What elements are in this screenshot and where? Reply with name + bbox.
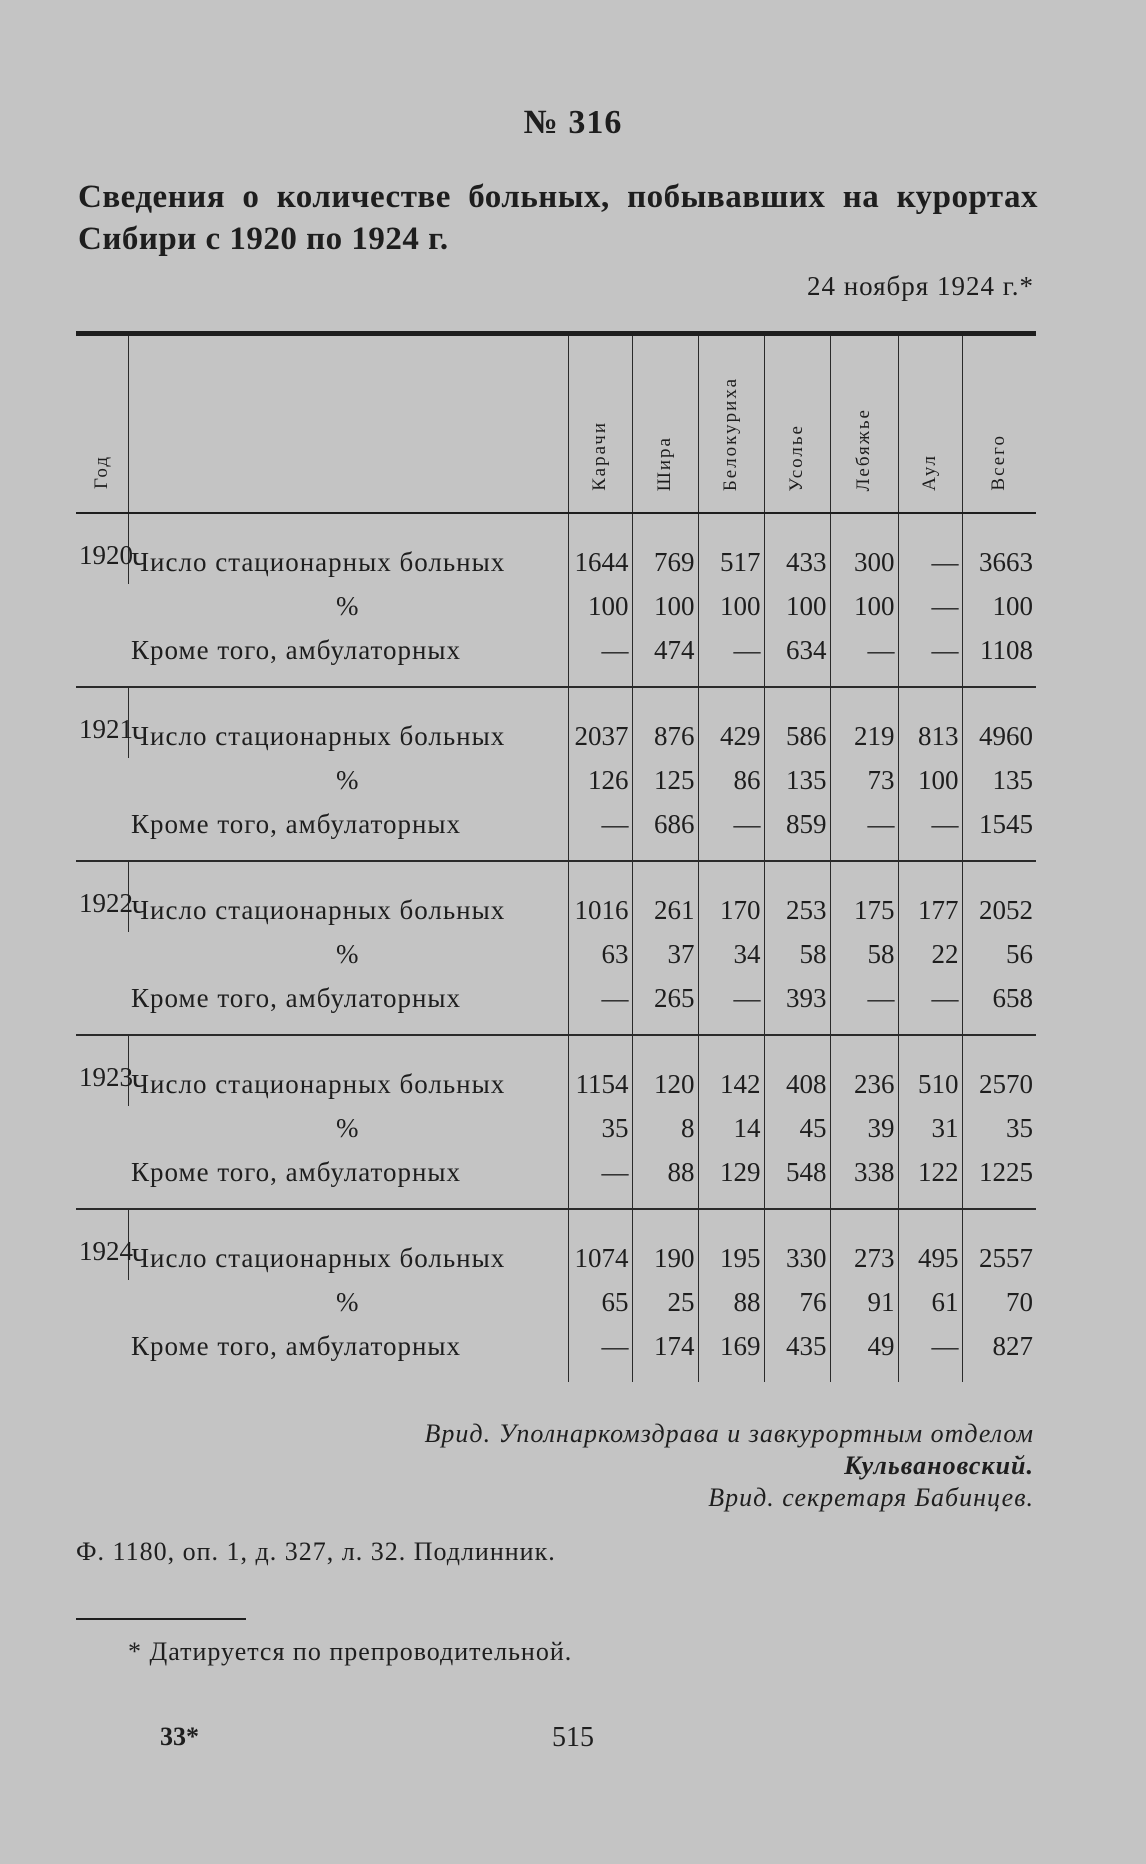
header-aul: Аул — [898, 334, 962, 514]
value-cell: 8 — [632, 1106, 698, 1150]
value-cell: 195 — [698, 1209, 764, 1280]
table-row — [76, 1035, 1036, 1106]
table-row — [76, 758, 1036, 802]
value-cell: 408 — [764, 1035, 830, 1106]
row-label: Кроме того, амбулаторных — [131, 634, 462, 665]
value-cell: 135 — [764, 758, 830, 802]
value-cell: 2052 — [962, 861, 1036, 932]
value-cell: 273 — [830, 1209, 898, 1280]
value-cell: 91 — [830, 1280, 898, 1324]
value-cell: 34 — [698, 932, 764, 976]
table-row — [76, 513, 1036, 584]
value-cell: 1108 — [962, 628, 1036, 687]
value-cell: 3663 — [962, 513, 1036, 584]
value-cell: 2557 — [962, 1209, 1036, 1280]
value-cell: 86 — [698, 758, 764, 802]
sheet-signature: 33* — [160, 1722, 199, 1751]
value-cell: 100 — [568, 584, 632, 628]
value-cell: 827 — [962, 1324, 1036, 1382]
value-cell: 125 — [632, 758, 698, 802]
row-label: % — [336, 764, 360, 795]
value-cell: — — [898, 513, 962, 584]
table-row — [76, 687, 1036, 758]
row-label: Кроме того, амбулаторных — [131, 982, 462, 1013]
value-cell: 177 — [898, 861, 962, 932]
patients-table-container — [76, 331, 1036, 1382]
value-cell: 634 — [764, 628, 830, 687]
row-label: % — [336, 1286, 360, 1317]
value-cell: — — [898, 628, 962, 687]
value-cell: 876 — [632, 687, 698, 758]
value-cell: 100 — [764, 584, 830, 628]
table-row — [76, 932, 1036, 976]
year-cell: 1924 — [76, 1209, 128, 1382]
table-row — [76, 1209, 1036, 1280]
value-cell: 14 — [698, 1106, 764, 1150]
row-label: Число стационарных больных — [128, 1035, 568, 1106]
value-cell: — — [568, 628, 632, 687]
row-label: Кроме того, амбулаторных — [131, 808, 462, 839]
value-cell: 100 — [698, 584, 764, 628]
year-group — [76, 1209, 1036, 1382]
value-cell: 129 — [698, 1150, 764, 1209]
year-group — [76, 687, 1036, 861]
value-cell: 2570 — [962, 1035, 1036, 1106]
value-cell: 1225 — [962, 1150, 1036, 1209]
year-group — [76, 513, 1036, 687]
value-cell: 190 — [632, 1209, 698, 1280]
value-cell: 88 — [632, 1150, 698, 1209]
value-cell: 100 — [898, 758, 962, 802]
value-cell: 169 — [698, 1324, 764, 1382]
value-cell: 126 — [568, 758, 632, 802]
year-group — [76, 1035, 1036, 1209]
value-cell: 135 — [962, 758, 1036, 802]
value-cell: 859 — [764, 802, 830, 861]
value-cell: 338 — [830, 1150, 898, 1209]
value-cell: 58 — [830, 932, 898, 976]
value-cell: 25 — [632, 1280, 698, 1324]
value-cell: 37 — [632, 932, 698, 976]
footnote-divider — [76, 1618, 246, 1620]
value-cell: — — [830, 628, 898, 687]
value-cell: 39 — [830, 1106, 898, 1150]
value-cell: 813 — [898, 687, 962, 758]
value-cell: 70 — [962, 1280, 1036, 1324]
value-cell: 35 — [568, 1106, 632, 1150]
signature-line-1: Врид. Уполнаркомздрава и завкурортным отделом — [424, 1419, 1034, 1448]
value-cell: 1016 — [568, 861, 632, 932]
value-cell: — — [698, 976, 764, 1035]
header-lebyazhye: Лебяжье — [830, 334, 898, 514]
value-cell: 142 — [698, 1035, 764, 1106]
value-cell: — — [898, 802, 962, 861]
row-label: Число стационарных больных — [128, 513, 568, 584]
value-cell: 49 — [830, 1324, 898, 1382]
year-cell: 1923 — [76, 1035, 128, 1209]
value-cell: 435 — [764, 1324, 830, 1382]
row-label: Кроме того, амбулаторных — [131, 1156, 462, 1187]
table-row — [76, 1106, 1036, 1150]
value-cell: 236 — [830, 1035, 898, 1106]
row-label: % — [336, 1112, 360, 1143]
signatures-block — [425, 1418, 1034, 1514]
header-total: Всего — [962, 334, 1036, 514]
header-belokurikha: Белокуриха — [698, 334, 764, 514]
value-cell: 1644 — [568, 513, 632, 584]
value-cell: 100 — [632, 584, 698, 628]
table-row — [76, 1324, 1036, 1382]
header-karachi: Карачи — [568, 334, 632, 514]
table-row — [76, 628, 1036, 687]
row-label: Число стационарных больных — [128, 687, 568, 758]
header-indicator — [128, 334, 568, 514]
value-cell: 300 — [830, 513, 898, 584]
table-row — [76, 802, 1036, 861]
row-label: % — [336, 590, 360, 621]
value-cell: 2037 — [568, 687, 632, 758]
value-cell: 45 — [764, 1106, 830, 1150]
value-cell: — — [568, 802, 632, 861]
value-cell: 433 — [764, 513, 830, 584]
value-cell: 586 — [764, 687, 830, 758]
value-cell: 474 — [632, 628, 698, 687]
value-cell: 73 — [830, 758, 898, 802]
row-label: Число стационарных больных — [128, 1209, 568, 1280]
document-title: Сведения о количестве больных, побывавших на курортах Сибири с 1920 по 1924 г. — [78, 179, 1038, 257]
document-number: № 316 — [523, 104, 623, 141]
value-cell: 175 — [830, 861, 898, 932]
table-row — [76, 1150, 1036, 1209]
table-row — [76, 861, 1036, 932]
year-group — [76, 861, 1036, 1035]
row-label: Число стационарных больных — [128, 861, 568, 932]
value-cell: 65 — [568, 1280, 632, 1324]
archive-reference: Ф. 1180, оп. 1, д. 327, л. 32. Подлинник. — [76, 1537, 556, 1566]
value-cell: 76 — [764, 1280, 830, 1324]
value-cell: 548 — [764, 1150, 830, 1209]
value-cell: 61 — [898, 1280, 962, 1324]
value-cell: 495 — [898, 1209, 962, 1280]
page-number: 515 — [552, 1722, 594, 1753]
value-cell: — — [698, 628, 764, 687]
value-cell: 510 — [898, 1035, 962, 1106]
value-cell: 686 — [632, 802, 698, 861]
value-cell: 253 — [764, 861, 830, 932]
value-cell: 658 — [962, 976, 1036, 1035]
value-cell: 1074 — [568, 1209, 632, 1280]
value-cell: — — [830, 802, 898, 861]
value-cell: 219 — [830, 687, 898, 758]
value-cell: — — [698, 802, 764, 861]
table-row — [76, 584, 1036, 628]
value-cell: 330 — [764, 1209, 830, 1280]
header-shira: Шира — [632, 334, 698, 514]
value-cell: 769 — [632, 513, 698, 584]
value-cell: — — [898, 976, 962, 1035]
value-cell: — — [898, 1324, 962, 1382]
value-cell: 261 — [632, 861, 698, 932]
table-header-row — [76, 334, 1036, 514]
value-cell: 100 — [830, 584, 898, 628]
value-cell: 120 — [632, 1035, 698, 1106]
value-cell: 35 — [962, 1106, 1036, 1150]
value-cell: 58 — [764, 932, 830, 976]
header-usolye: Усолье — [764, 334, 830, 514]
signature-line-2: Врид. секретаря Бабинцев. — [708, 1483, 1034, 1512]
document-date: 24 ноября 1924 г.* — [806, 271, 1034, 301]
header-year: Год — [76, 334, 128, 514]
value-cell: 4960 — [962, 687, 1036, 758]
year-cell: 1922 — [76, 861, 128, 1035]
value-cell: 265 — [632, 976, 698, 1035]
row-label: Кроме того, амбулаторных — [131, 1330, 462, 1361]
year-cell: 1920 — [79, 540, 133, 570]
footnote: * Датируется по препроводительной. — [128, 1637, 573, 1666]
value-cell: — — [568, 976, 632, 1035]
value-cell: 56 — [962, 932, 1036, 976]
value-cell: 63 — [568, 932, 632, 976]
value-cell: 517 — [698, 513, 764, 584]
value-cell: 31 — [898, 1106, 962, 1150]
value-cell: — — [830, 976, 898, 1035]
patients-table — [76, 331, 1036, 1382]
value-cell: 1545 — [962, 802, 1036, 861]
value-cell: 88 — [698, 1280, 764, 1324]
value-cell: 100 — [962, 584, 1036, 628]
row-label: % — [336, 938, 360, 969]
value-cell: 1154 — [568, 1035, 632, 1106]
value-cell: 174 — [632, 1324, 698, 1382]
table-row — [76, 1280, 1036, 1324]
value-cell: — — [898, 584, 962, 628]
year-cell: 1921 — [76, 687, 128, 861]
value-cell: 122 — [898, 1150, 962, 1209]
value-cell: — — [568, 1324, 632, 1382]
signature-name-1: Кульвановский. — [844, 1451, 1034, 1480]
value-cell: 170 — [698, 861, 764, 932]
table-row — [76, 976, 1036, 1035]
value-cell: 393 — [764, 976, 830, 1035]
value-cell: 429 — [698, 687, 764, 758]
value-cell: 22 — [898, 932, 962, 976]
value-cell: — — [568, 1150, 632, 1209]
